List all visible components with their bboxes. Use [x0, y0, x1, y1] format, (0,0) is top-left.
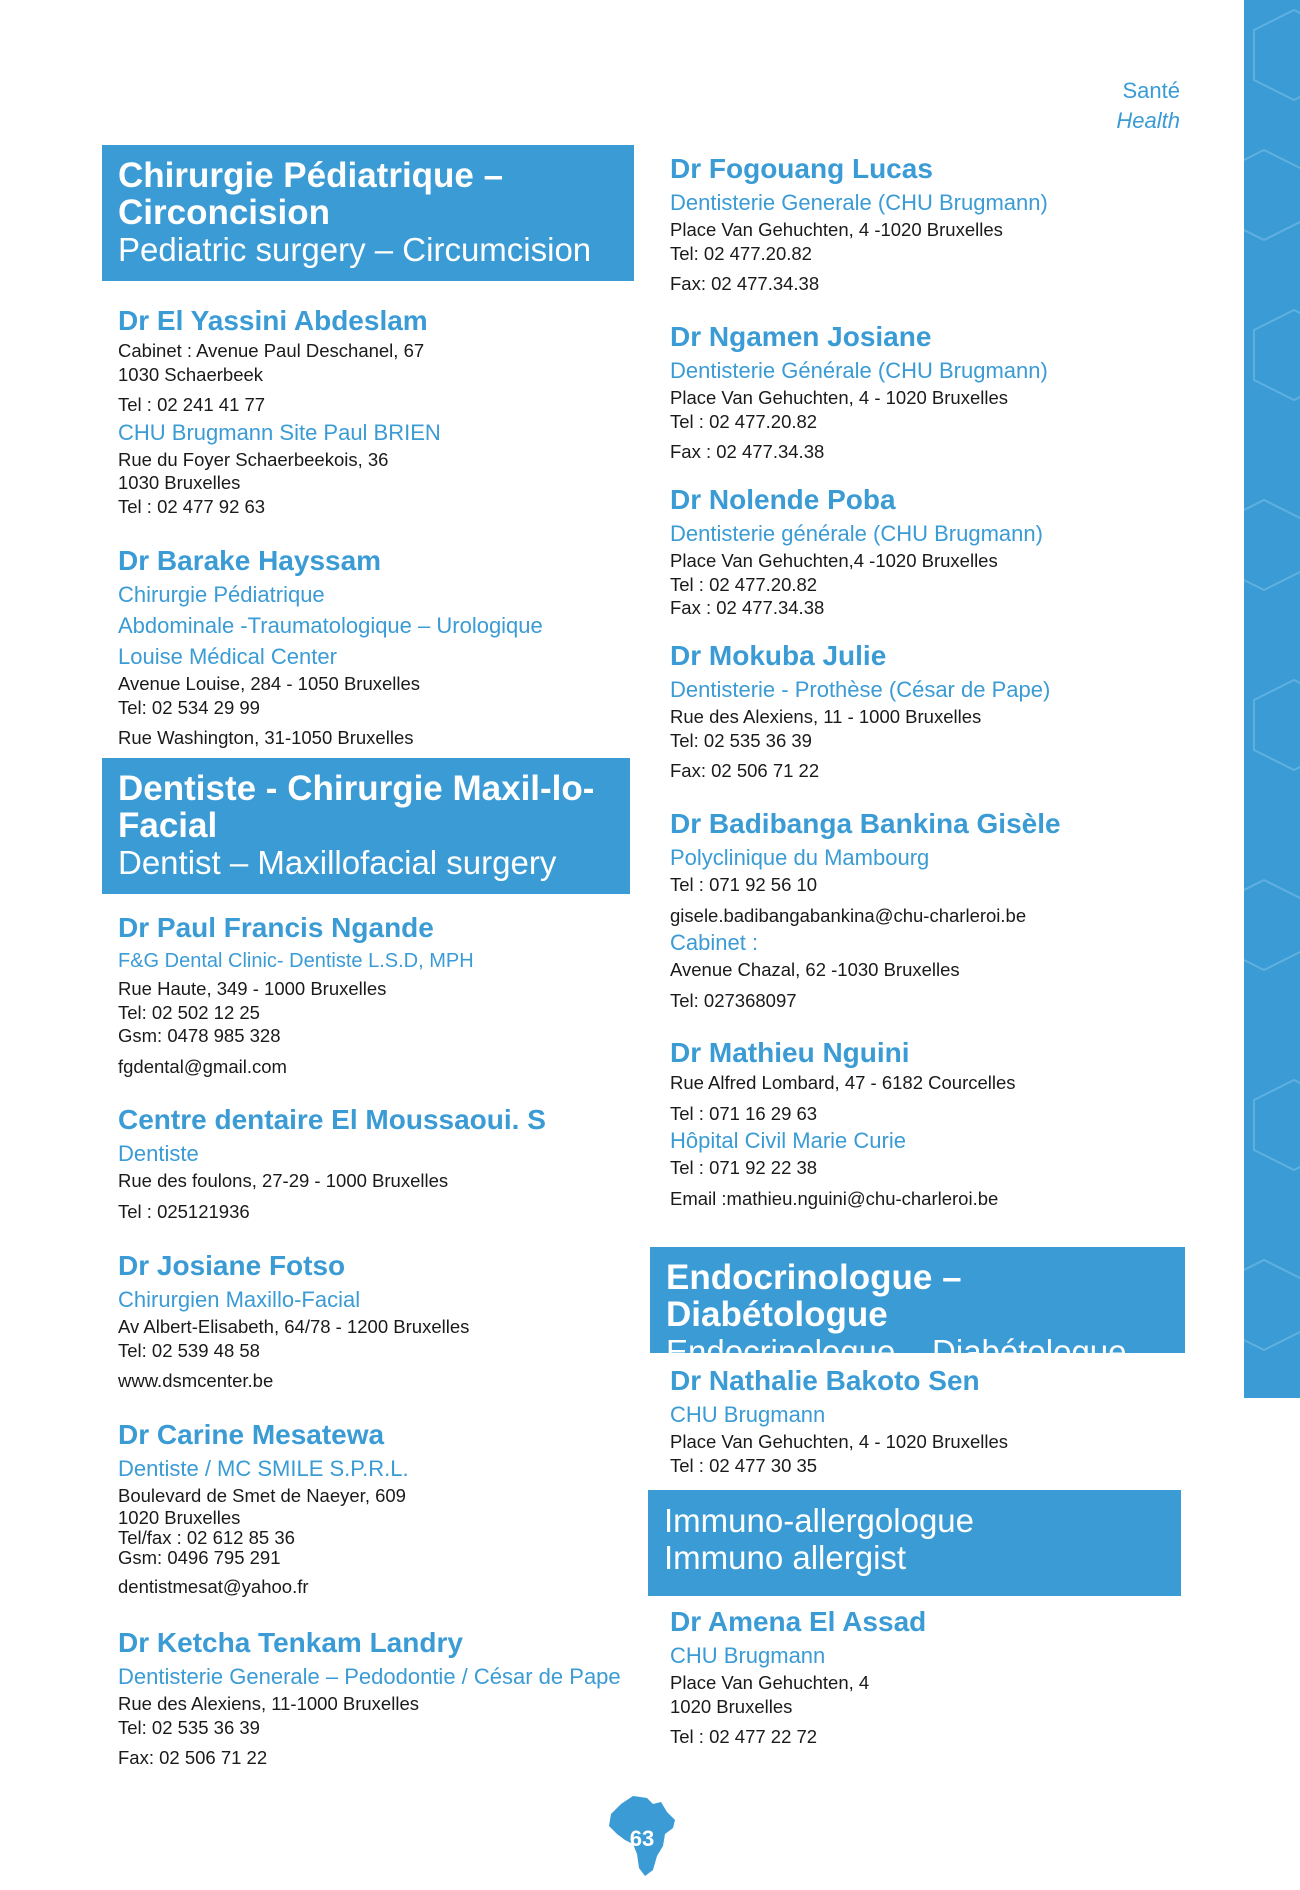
facility-name: Hôpital Civil Marie Curie: [670, 1128, 906, 1153]
doctor-name: Centre dentaire El Moussaoui. S: [118, 1104, 546, 1135]
doctor-name: Dr Carine Mesatewa: [118, 1419, 385, 1450]
fax-line: Fax: 02 506 71 22: [118, 1747, 268, 1768]
doctor-entry: [670, 1606, 1185, 1749]
doctor-name: Dr Mokuba Julie: [670, 640, 887, 671]
specialty: Dentiste: [118, 1141, 199, 1166]
address-line: Boulevard de Smet de Naeyer, 609: [118, 1485, 406, 1506]
doctor-entry: [118, 1104, 634, 1223]
address-line: Place Van Gehuchten, 4 -1020 Bruxelles: [670, 219, 1003, 240]
phone-line: Tel : 071 92 22 38: [670, 1157, 818, 1178]
doctor-name: Dr Barake Hayssam: [118, 545, 382, 576]
phone-line: Tel : 025121936: [118, 1200, 250, 1222]
side-decorative-band: [1244, 0, 1300, 1398]
doctor-entry: [670, 808, 1185, 1012]
phone-line: Tel : 071 92 56 10: [670, 874, 818, 895]
doctor-entry: [118, 912, 634, 1078]
section-title-fr: Endocrinologue – Diabétologue: [666, 1258, 962, 1334]
address-line: Place Van Gehuchten, 4 - 1020 Bruxelles: [670, 387, 1009, 408]
specialty: Chirurgien Maxillo-Facial: [118, 1287, 361, 1312]
doctor-entry: [670, 1365, 1185, 1477]
phone-line: Tel : 02 477 30 35: [670, 1454, 818, 1476]
specialty: Dentisterie générale (CHU Brugmann): [670, 521, 1043, 546]
specialty: Dentisterie Générale (CHU Brugmann): [670, 358, 1048, 383]
phone-line: Tel : 071 16 29 63: [670, 1102, 818, 1124]
doctor-entry: [670, 321, 1185, 464]
specialty: Dentisterie Generale (CHU Brugmann): [670, 190, 1048, 215]
phone-line: Tel : 02 477.20.82: [670, 410, 818, 432]
phone-line: Tel: 02 535 36 39: [670, 729, 812, 751]
corner-label-en: Health: [1116, 108, 1180, 133]
page-number-badge: [603, 1790, 683, 1880]
address-line: Rue Alfred Lombard, 47 - 6182 Courcelles: [670, 1072, 1016, 1093]
address-line: Rue des foulons, 27-29 - 1000 Bruxelles: [118, 1170, 449, 1191]
section-header-endocrino: [650, 1247, 1185, 1370]
address-line: 1030 Bruxelles: [118, 472, 241, 493]
phone-line: Tel: 02 534 29 99: [118, 696, 260, 718]
specialty: Dentisterie - Prothèse (César de Pape): [670, 677, 1051, 702]
address-line: Rue Washington, 31-1050 Bruxelles: [118, 727, 414, 748]
hexagon-pattern: [1244, 0, 1300, 1398]
doctor-name: Dr Mathieu Nguini: [670, 1037, 910, 1068]
fax-line: Fax : 02 477.34.38: [670, 441, 825, 462]
address-line: Rue du Foyer Schaerbeekois, 36: [118, 448, 389, 470]
section-title-fr: Immuno-allergologue: [664, 1502, 975, 1539]
fax-line: Fax: 02 506 71 22: [670, 760, 820, 781]
address-line: Place Van Gehuchten, 4: [670, 1672, 870, 1693]
section-title-en: Endocrinologue – Diabétologue: [666, 1333, 1127, 1370]
doctor-entry: [118, 1419, 634, 1598]
website-line[interactable]: www.dsmcenter.be: [118, 1370, 274, 1391]
facility-name: Louise Médical Center: [118, 644, 337, 669]
address-line: 1020 Bruxelles: [670, 1695, 793, 1717]
corner-label-fr: Santé: [1122, 78, 1180, 103]
doctor-name: Dr Ketcha Tenkam Landry: [118, 1627, 463, 1658]
doctor-name: Dr Badibanga Bankina Gisèle: [670, 808, 1061, 839]
mobile-line: Gsm: 0496 795 291: [118, 1546, 281, 1568]
facility-name: CHU Brugmann: [670, 1643, 826, 1668]
address-line: 1020 Bruxelles: [118, 1506, 241, 1528]
phone-line: Tel : 02 241 41 77: [118, 394, 266, 415]
doctor-name: Dr Josiane Fotso: [118, 1250, 346, 1281]
section-header-immuno: [648, 1490, 1181, 1596]
fax-line: Fax : 02 477.34.38: [670, 597, 825, 618]
doctor-entry: [118, 305, 634, 518]
section-title-en: Dentist – Maxillofacial surgery: [118, 844, 557, 881]
section-corner-label: [1116, 76, 1180, 136]
facility-name: Cabinet :: [670, 930, 759, 955]
phone-line: Tel : 02 477 22 72: [670, 1726, 818, 1747]
specialty: Abdominale -Traumatologique – Urologique: [118, 613, 543, 638]
address-line: Av Albert-Elisabeth, 64/78 - 1200 Bruxelles: [118, 1316, 470, 1337]
phone-line: Tel: 02 535 36 39: [118, 1716, 260, 1738]
doctor-entry: [118, 545, 634, 750]
fax-line: Fax: 02 477.34.38: [670, 273, 820, 294]
doctor-name: Dr El Yassini Abdeslam: [118, 305, 428, 336]
phone-line: Tel : 02 477 92 63: [118, 495, 266, 517]
mobile-line: Gsm: 0478 985 328: [118, 1025, 281, 1046]
doctor-name: Dr Paul Francis Ngande: [118, 912, 434, 943]
phone-line: Tel: 02 502 12 25: [118, 1001, 260, 1023]
section-header-dentist: [102, 758, 630, 894]
doctor-entry: [118, 1250, 634, 1393]
address-line: 1030 Schaerbeek: [118, 363, 264, 385]
phone-line: Tel/fax : 02 612 85 36: [118, 1526, 295, 1548]
specialty: Chirurgie Pédiatrique: [118, 582, 325, 607]
phone-line: Tel: 02 477.20.82: [670, 242, 812, 264]
email-line[interactable]: Email :mathieu.nguini@chu-charleroi.be: [670, 1187, 999, 1209]
specialty: Dentiste / MC SMILE S.P.R.L.: [118, 1456, 409, 1481]
email-line[interactable]: dentistmesat@yahoo.fr: [118, 1575, 309, 1597]
phone-line: Tel : 02 477.20.82: [670, 573, 818, 595]
facility-name: Polyclinique du Mambourg: [670, 845, 930, 870]
doctor-name: Dr Ngamen Josiane: [670, 321, 932, 352]
doctor-name: Dr Amena El Assad: [670, 1606, 927, 1637]
facility-name: CHU Brugmann Site Paul BRIEN: [118, 419, 441, 445]
address-line: Avenue Chazal, 62 -1030 Bruxelles: [670, 959, 960, 980]
doctor-name: Dr Nathalie Bakoto Sen: [670, 1365, 980, 1396]
doctor-name: Dr Fogouang Lucas: [670, 153, 933, 184]
section-title-fr: Chirurgie Pédiatrique – Circoncision: [118, 156, 504, 232]
address-line: Place Van Gehuchten, 4 - 1020 Bruxelles: [670, 1431, 1009, 1452]
email-line[interactable]: fgdental@gmail.com: [118, 1055, 287, 1077]
doctor-entry: [118, 1627, 634, 1770]
address-line: Rue des Alexiens, 11 - 1000 Bruxelles: [670, 706, 982, 727]
facility-name: CHU Brugmann: [670, 1402, 826, 1427]
section-title-en: Immuno allergist: [664, 1539, 907, 1576]
doctor-entry: [670, 153, 1185, 296]
doctor-entry: [670, 484, 1185, 620]
doctor-entry: [670, 640, 1185, 783]
phone-line: Tel: 02 539 48 58: [118, 1339, 260, 1361]
address-line: Avenue Louise, 284 - 1050 Bruxelles: [118, 673, 421, 694]
address-line: Cabinet : Avenue Paul Deschanel, 67: [118, 340, 425, 361]
address-line: Rue des Alexiens, 11-1000 Bruxelles: [118, 1693, 419, 1714]
doctor-name: Dr Nolende Poba: [670, 484, 896, 515]
doctor-entry: [670, 1037, 1185, 1210]
page-number: 63: [629, 1826, 655, 1851]
section-header-pediatric: [102, 145, 634, 281]
section-title-fr: Dentiste - Chirurgie Maxil-lo-Facial: [118, 769, 595, 845]
section-title-en: Pediatric surgery – Circumcision: [118, 231, 592, 268]
phone-line: Tel: 027368097: [670, 989, 797, 1011]
address-line: Rue Haute, 349 - 1000 Bruxelles: [118, 978, 387, 999]
email-line[interactable]: gisele.badibangabankina@chu-charleroi.be: [670, 904, 1027, 926]
facility-name: F&G Dental Clinic- Dentiste L.S.D, MPH: [118, 950, 474, 972]
address-line: Place Van Gehuchten,4 -1020 Bruxelles: [670, 550, 998, 571]
specialty: Dentisterie Generale – Pedodontie / César de Pape: [118, 1664, 621, 1689]
